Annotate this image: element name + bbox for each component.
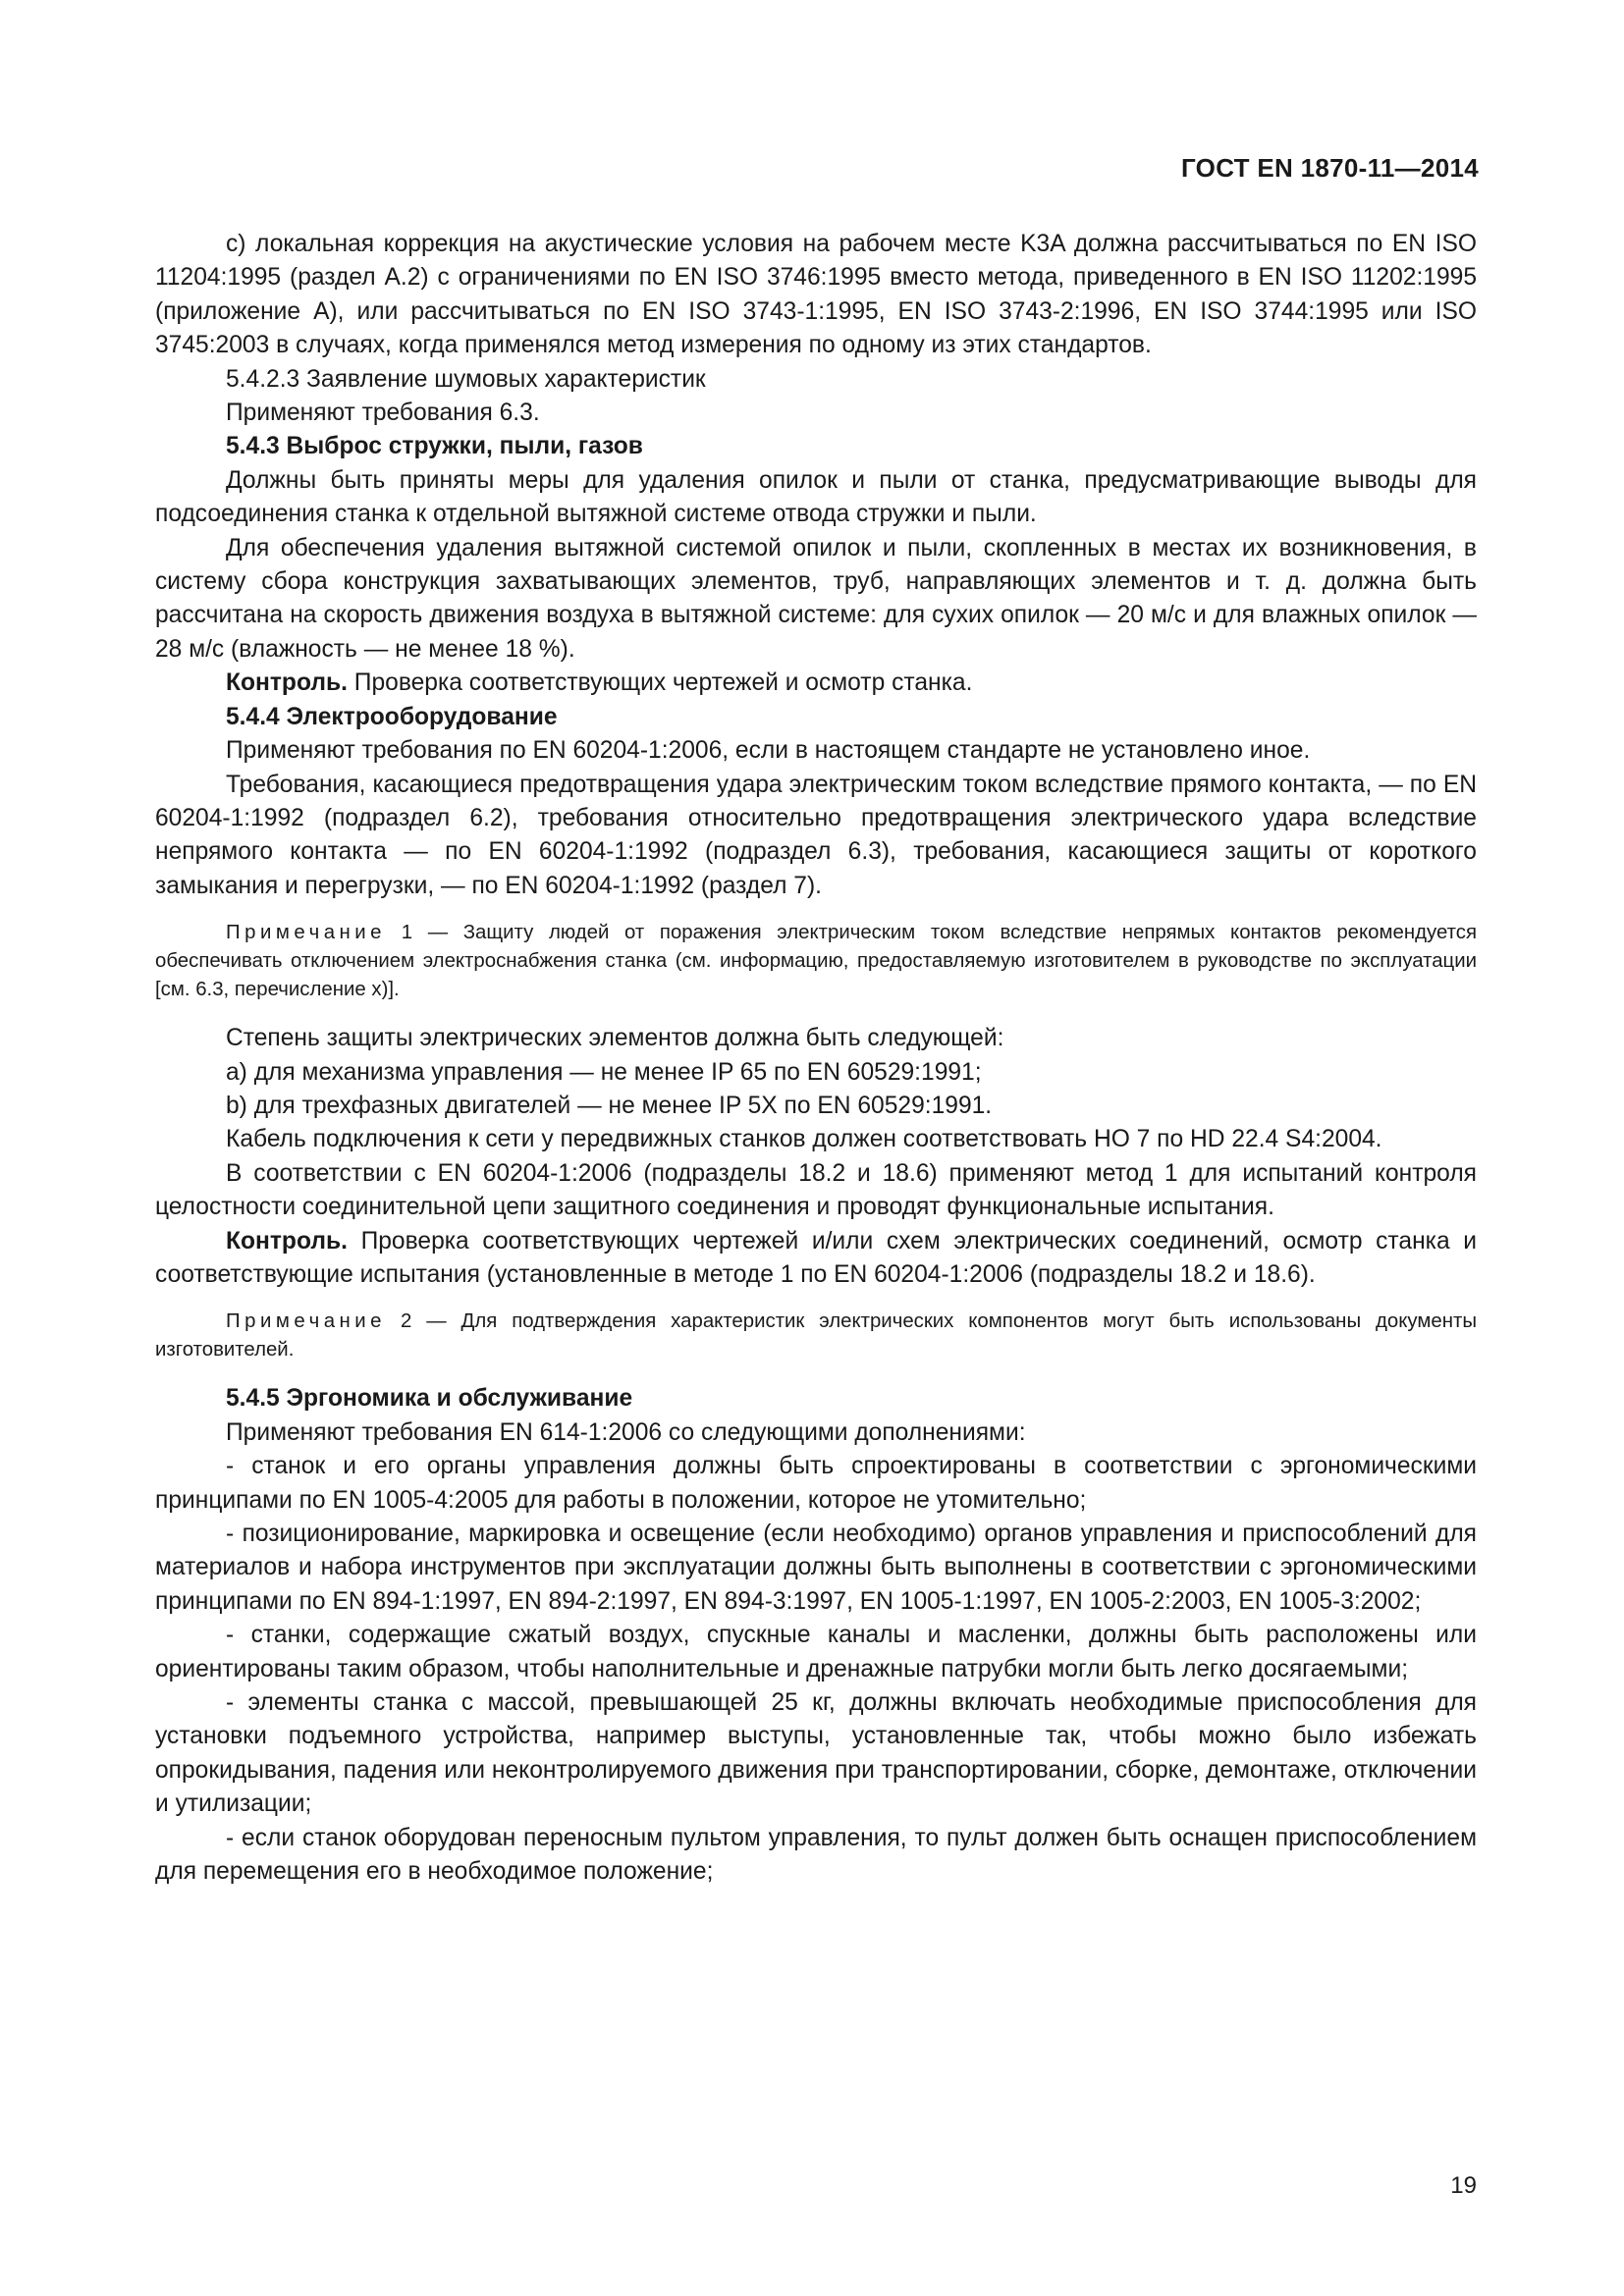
control-label: Контроль. [226,669,348,697]
list-item: а) для механизма управления — не менее IP 65 по EN 60529:1991; [226,1058,982,1086]
list-item: - станки, содержащие сжатый воздух, спускные каналы и масленки, должны быть расположены или ориентированы таким образом, чтобы наполнительные и дренажные патрубки могли быть легко досягаемыми; [155,1622,1477,1682]
paragraph: Должны быть приняты меры для удаления опилок и пыли от станка, предусматривающие выводы для подсоединения станка к отдельной вытяжной системе отвода стружки и пыли. [155,466,1477,528]
control-text: Проверка соответствующих чертежей и осмотр станка. [347,669,973,697]
document-header: ГОСТ EN 1870-11—2014 [1180,153,1479,183]
paragraph: Применяют требования EN 614-1:2006 со следующими дополнениями: [226,1418,1026,1446]
section-heading: 5.4.5 Эргономика и обслуживание [226,1385,633,1413]
document-body [155,228,1477,1889]
paragraph: с) локальная коррекция на акустические условия на рабочем месте K3A должна рассчитываться по EN ISO 11204:1995 (раздел А.2) с ограничениями по EN ISO 3746:1995 вместо метода, приведенного в EN ISO 11202:1995 (приложение А), или рассчитываться по EN ISO 3743-1:1995, EN ISO 3743-2:1996, EN ISO 3744:1995 или ISO 3745:2003 в случаях, когда применялся метод измерения по одному из этих стандартов. [155,231,1477,359]
list-item: - если станок оборудован переносным пультом управления, то пульт должен быть оснащен приспособлением для перемещения его в необходимое положение; [155,1824,1477,1886]
control-paragraph [155,667,1477,700]
control-text: Проверка соответствующих чертежей и/или схем электрических соединений, осмотр станка и соответствующие испытания (установленные в методе 1 по EN 60204-1:2006 (подразделы 18.2 и 18.6). [155,1227,1477,1288]
paragraph: Для обеспечения удаления вытяжной системой опилок и пыли, скопленных в местах их возникновения, в систему сбора конструкция захватывающих элементов, труб, направляющих элементов и т. д. должна быть рассчитана на скорость движения воздуха в вытяжной системе: для сухих опилок — 20 м/с и для влажных опилок — 28 м/с (влажность — не менее 18 %). [155,534,1477,663]
note-text: 1 — Защиту людей от поражения электрическим током вследствие непрямых контактов рекомендуется обеспечивать отключением электроснабжения станка (см. информацию, предоставляемую изготовителем в руководстве по эксплуатации [см. 6.3, перечисление х)]. [155,922,1477,1001]
section-heading: 5.4.4 Электрооборудование [226,703,558,730]
note-text: 2 — Для подтверждения характеристик электрических компонентов могут быть использованы документы изготовителей. [155,1310,1477,1362]
paragraph: Применяют требования 6.3. [226,400,540,427]
page-number: 19 [1450,2172,1477,2199]
paragraph: Степень защиты электрических элементов должна быть следующей: [226,1025,1004,1052]
list-item: - элементы станка с массой, превышающей 25 кг, должны включать необходимые приспособления для установки подъемного устройства, например выступы, установленные так, чтобы можно было избежать опрокидывания, падения или неконтролируемого движения при транспортировании, сборке, демонтаже, отключении и утилизации; [155,1689,1477,1818]
paragraph: Кабель подключения к сети у передвижных станков должен соответствовать HO 7 по HD 22.4 S4:2004. [226,1126,1382,1153]
control-paragraph [155,1225,1477,1293]
note-1 [155,919,1477,1004]
note-label: Примечание [226,922,387,944]
paragraph: Требования, касающиеся предотвращения удара электрическим током вследствие прямого контакта, — по EN 60204-1:1992 (подраздел 6.2), требования относительно предотвращения электрического удара вследствие непрямого контакта — по EN 60204-1:1992 (подраздел 6.3), требования, касающиеся защиты от короткого замыкания и перегрузки, — по EN 60204-1:1992 (раздел 7). [155,771,1477,899]
list-item: b) для трехфазных двигателей — не менее IP 5X по EN 60529:1991. [226,1092,993,1119]
subsection-heading: 5.4.2.3 Заявление шумовых характеристик [226,365,706,393]
note-2 [155,1308,1477,1364]
paragraph: Применяют требования по EN 60204-1:2006, если в настоящем стандарте не установлено иное. [226,737,1311,765]
list-item: - станок и его органы управления должны быть спроектированы в соответствии с эргономическими принципами по EN 1005-4:2005 для работы в положении, которое не утомительно; [155,1453,1477,1514]
control-label: Контроль. [226,1227,348,1255]
note-label: Примечание [226,1310,387,1333]
section-heading: 5.4.3 Выброс стружки, пыли, газов [226,433,643,460]
paragraph: В соответствии с EN 60204-1:2006 (подразделы 18.2 и 18.6) применяют метод 1 для испытаний контроля целостности соединительной цепи защитного соединения и проводят функциональные испытания. [155,1159,1477,1221]
list-item: - позиционирование, маркировка и освещение (если необходимо) органов управления и приспособлений для материалов и набора инструментов при эксплуатации должны быть выполнены в соответствии с эргономическими принципами по EN 894-1:1997, EN 894-2:1997, EN 894-3:1997, EN 1005-1:1997, EN 1005-2:2003, EN 1005-3:2002; [155,1521,1477,1615]
